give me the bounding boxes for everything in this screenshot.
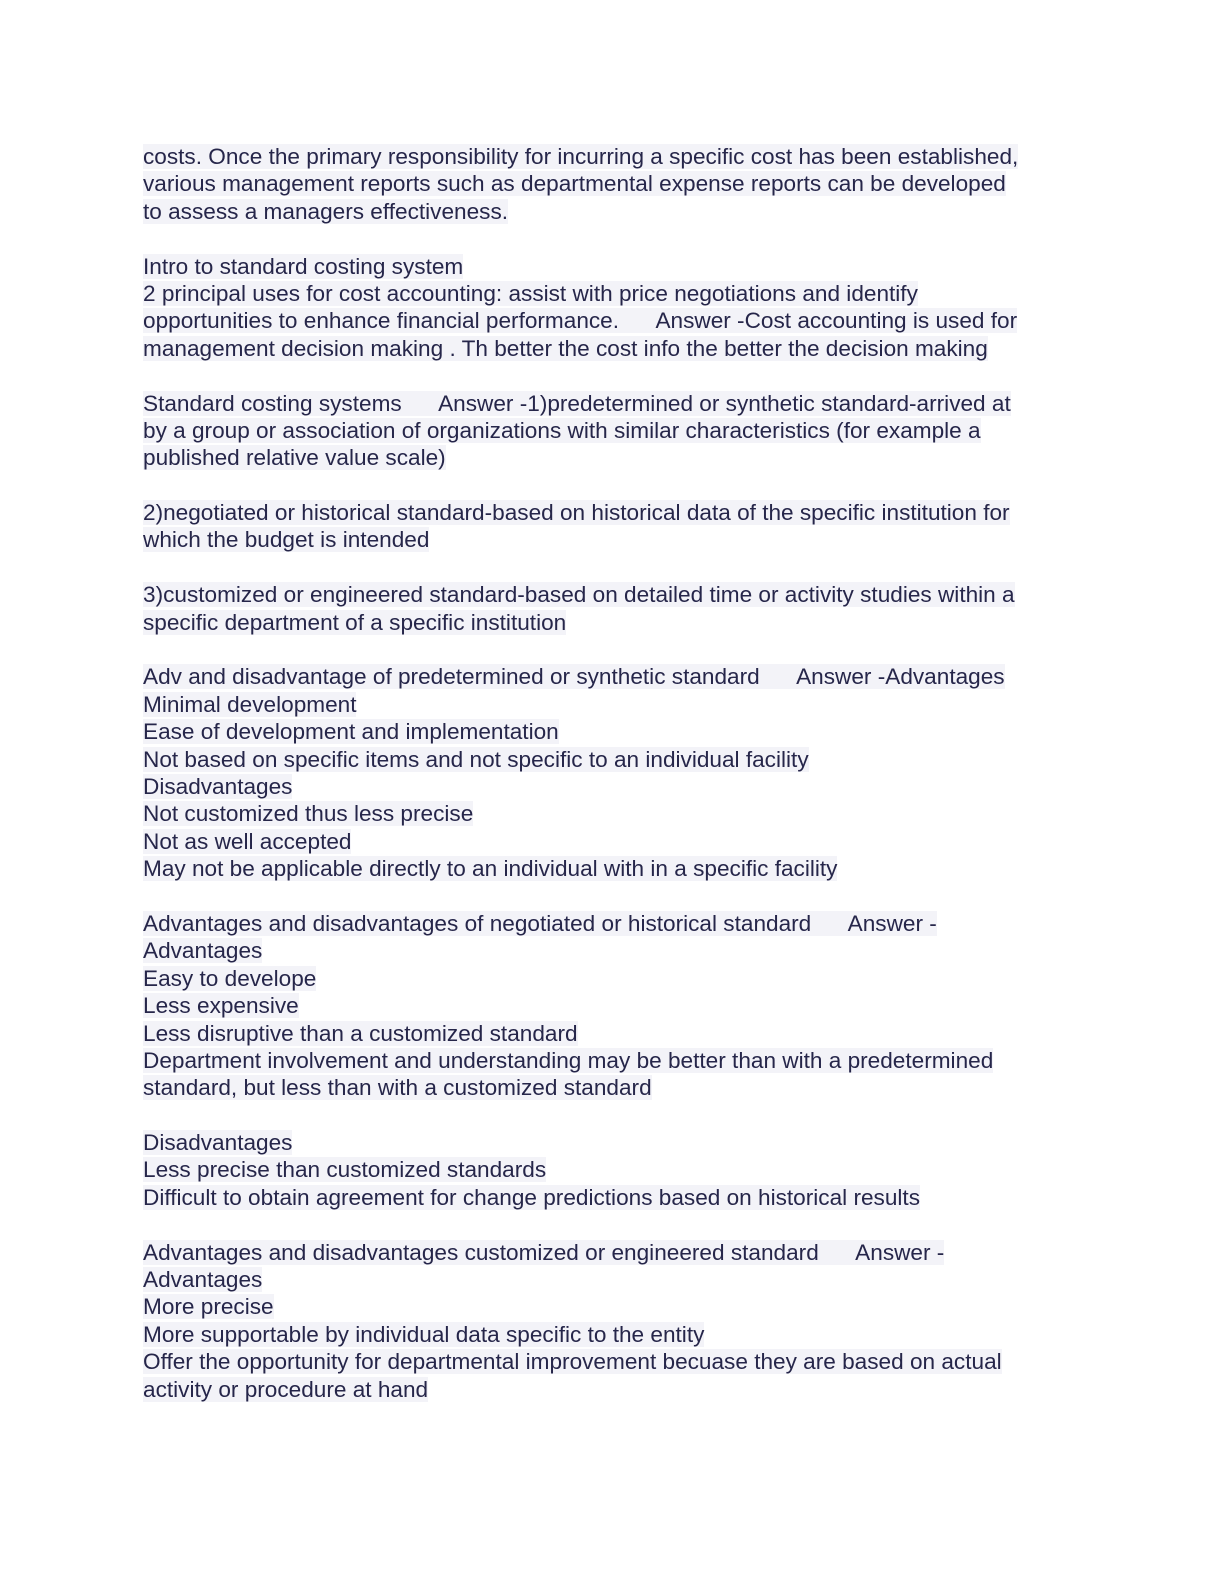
text-line: [143, 170, 1083, 197]
text-line: [143, 143, 1083, 170]
text-line-content: More precise: [143, 1294, 274, 1320]
text-line-content: 3)customized or engineered standard-based on detailed time or activity studies within a: [143, 582, 1015, 608]
text-line-content: Advantages and disadvantages customized or engineered standard Answer -: [143, 1239, 945, 1265]
text-line: [143, 1266, 1083, 1293]
text-line: [143, 855, 1083, 882]
text-line-content: May not be applicable directly to an individual with in a specific facility: [143, 856, 838, 882]
text-line-content: Offer the opportunity for departmental improvement becuase they are based on actual: [143, 1349, 1002, 1375]
text-line: [143, 253, 1083, 280]
text-line: [143, 1020, 1083, 1047]
text-line: [143, 1184, 1083, 1211]
text-line: [143, 1239, 1083, 1266]
text-line-content: Ease of development and implementation: [143, 719, 559, 745]
text-line-content: Minimal development: [143, 691, 357, 717]
text-line-content: by a group or association of organizations with similar characteristics (for example a: [143, 417, 981, 443]
text-line-content: Difficult to obtain agreement for change predictions based on historical results: [143, 1184, 920, 1210]
text-line: [143, 307, 1083, 334]
text-line: [143, 746, 1083, 773]
text-line-content: opportunities to enhance financial performance. Answer -Cost accounting is used for: [143, 308, 1018, 334]
text-line-content: published relative value scale): [143, 445, 446, 471]
text-line-content: Intro to standard costing system: [143, 253, 464, 279]
text-line: [143, 335, 1083, 362]
text-line-content: to assess a managers effectiveness.: [143, 198, 509, 224]
text-line: [143, 1156, 1083, 1183]
text-line: [143, 992, 1083, 1019]
text-line: [143, 1293, 1083, 1320]
text-line-content: Easy to develope: [143, 965, 317, 991]
text-line-content: costs. Once the primary responsibility for incurring a specific cost has been established,: [143, 144, 1019, 169]
text-line: [143, 800, 1083, 827]
text-line: [143, 965, 1083, 992]
paragraph-gap: [143, 636, 1083, 663]
text-line: [143, 773, 1083, 800]
text-line: [143, 663, 1083, 690]
text-line: [143, 937, 1083, 964]
text-line-content: Less precise than customized standards: [143, 1157, 547, 1183]
text-line: [143, 1074, 1083, 1101]
text-line-content: Standard costing systems Answer -1)predetermined or synthetic standard-arrived at: [143, 390, 1011, 416]
paragraph-gap: [143, 1102, 1083, 1129]
paragraph-gap: [143, 225, 1083, 252]
paragraph-gap: [143, 1211, 1083, 1238]
text-line: [143, 1129, 1083, 1156]
text-line-content: standard, but less than with a customized standard: [143, 1075, 652, 1101]
text-line: [143, 1348, 1083, 1375]
paragraph-gap: [143, 883, 1083, 910]
text-line-content: Disadvantages: [143, 1130, 293, 1156]
text-line: [143, 417, 1083, 444]
text-line: [143, 444, 1083, 471]
text-line: [143, 1376, 1083, 1403]
text-line-content: Advantages: [143, 1267, 263, 1293]
text-line-content: Not customized thus less precise: [143, 801, 474, 827]
text-line: [143, 691, 1083, 718]
text-line: [143, 499, 1083, 526]
text-line-content: various management reports such as departmental expense reports can be developed: [143, 171, 1006, 197]
text-line-content: activity or procedure at hand: [143, 1376, 429, 1402]
text-line-content: which the budget is intended: [143, 527, 430, 553]
text-line-content: Disadvantages: [143, 773, 293, 799]
paragraph-gap: [143, 472, 1083, 499]
text-line-content: More supportable by individual data specific to the entity: [143, 1321, 705, 1347]
paragraph-gap: [143, 362, 1083, 389]
text-line-content: management decision making . Th better the cost info the better the decision making: [143, 335, 988, 361]
text-line-content: Not based on specific items and not specific to an individual facility: [143, 746, 809, 772]
text-line-content: specific department of a specific institution: [143, 609, 567, 635]
text-line: [143, 581, 1083, 608]
text-line: [143, 526, 1083, 553]
text-line-content: Less expensive: [143, 993, 299, 1019]
text-line: [143, 280, 1083, 307]
text-line: [143, 910, 1083, 937]
text-line: [143, 609, 1083, 636]
text-line-content: Less disruptive than a customized standard: [143, 1020, 578, 1046]
paragraph-gap: [143, 554, 1083, 581]
text-line: [143, 198, 1083, 225]
text-line-content: Advantages and disadvantages of negotiated or historical standard Answer -: [143, 910, 937, 936]
text-line-content: Adv and disadvantage of predetermined or synthetic standard Answer -Advantages: [143, 664, 1005, 690]
document-body: [143, 143, 1083, 1403]
text-line-content: Department involvement and understanding may be better than with a predetermined: [143, 1047, 994, 1073]
text-line-content: Advantages: [143, 938, 263, 964]
text-line-content: 2 principal uses for cost accounting: assist with price negotiations and identify: [143, 280, 918, 306]
text-line-content: 2)negotiated or historical standard-based on historical data of the specific institution for: [143, 500, 1010, 526]
text-line: [143, 390, 1083, 417]
text-line-content: Not as well accepted: [143, 828, 352, 854]
text-line: [143, 718, 1083, 745]
text-line: [143, 1047, 1083, 1074]
text-line: [143, 1321, 1083, 1348]
text-line: [143, 828, 1083, 855]
